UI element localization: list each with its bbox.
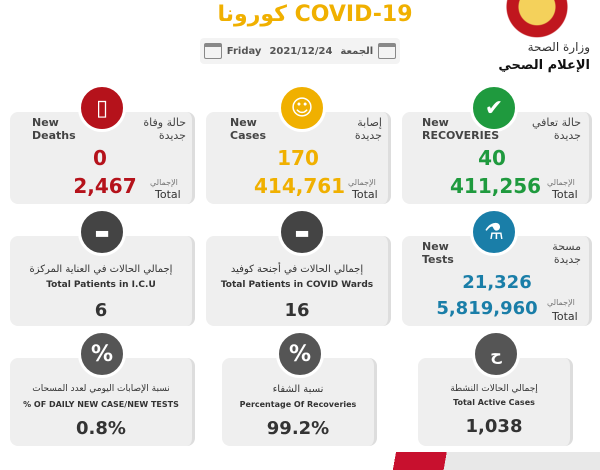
deaths-card — [10, 95, 195, 204]
deaths-ar: حالة وفاة جديدة — [143, 116, 186, 142]
icu-ar: إجمالي الحالات في العناية المركزة — [29, 264, 173, 275]
recoveries-total-ar: الإجمالي — [547, 178, 575, 187]
virus-person-icon: ☺ — [278, 84, 326, 132]
recoveries-card — [402, 95, 592, 204]
active-en: Total Active Cases — [453, 398, 535, 407]
footer-stripe — [0, 452, 600, 470]
icu-en: Total Patients in I.C.U — [46, 280, 156, 290]
tests-en: New Tests — [422, 240, 454, 266]
cases-total-ar: الإجمالي — [348, 178, 376, 187]
ministry-name — [470, 40, 590, 73]
cases-en: New Cases — [230, 116, 267, 142]
tests-ar: مسحة جديدة — [552, 240, 581, 266]
hospital-bed-icon: ▬ — [78, 208, 126, 256]
check-person-icon: ✔ — [470, 84, 518, 132]
cases-ar: إصابة جديدة — [354, 116, 382, 142]
recovery-rate-value: 99.2% — [266, 418, 330, 439]
recoveries-new: 40 — [478, 146, 506, 170]
day-ar: الجمعة — [340, 45, 374, 57]
cases-new: 170 — [277, 146, 319, 170]
deaths-total-ar: الإجمالي — [150, 178, 178, 187]
active-cases-card — [418, 344, 573, 446]
active-ar: إجمالي الحالات النشطة — [450, 384, 538, 394]
daily-rate-en: % OF DAILY NEW CASE/NEW TESTS — [23, 400, 179, 409]
percent-icon: % — [78, 330, 126, 378]
calendar-icon — [204, 43, 222, 59]
recovery-rate-en: Percentage Of Recoveries — [239, 400, 357, 409]
recoveries-total-en: Total — [552, 188, 578, 201]
tests-total: 5,819,960 — [436, 298, 538, 319]
ministry-logo — [500, 0, 574, 44]
deaths-new: 0 — [93, 146, 107, 170]
day-en: Friday — [226, 45, 262, 57]
deaths-en: New Deaths — [32, 116, 76, 142]
recovery-rate-card — [222, 341, 377, 446]
cases-total-en: Total — [352, 188, 378, 201]
date: 2021/12/24 — [269, 45, 333, 57]
recovery-rate-ar: نسبة الشفاء — [272, 384, 324, 395]
daily-rate-value: 0.8% — [76, 418, 126, 439]
percent-icon: % — [276, 330, 324, 378]
wards-card — [206, 222, 391, 326]
wards-value: 16 — [284, 300, 310, 321]
recoveries-ar: حالة تعافي جديدة — [531, 116, 581, 142]
tests-card — [402, 219, 592, 326]
cases-total: 414,761 — [254, 174, 346, 198]
tests-new: 21,326 — [462, 272, 532, 293]
active-cases-icon: ح — [472, 330, 520, 378]
recoveries-total: 411,256 — [450, 174, 542, 198]
recoveries-en: New RECOVERIES — [422, 116, 500, 142]
calendar-icon — [378, 43, 396, 59]
tests-total-ar: الإجمالي — [547, 298, 575, 307]
deaths-total-en: Total — [155, 188, 181, 201]
hospital-bed-icon: ▬ — [278, 208, 326, 256]
deaths-total: 2,467 — [73, 174, 137, 198]
test-tube-icon: ⚗ — [470, 208, 518, 256]
daily-rate-card — [10, 341, 195, 446]
cases-card — [206, 95, 391, 204]
icu-card — [10, 222, 195, 326]
date-bar — [200, 38, 400, 64]
page-title: كورونا COVID-19 — [217, 2, 413, 27]
icu-value: 6 — [94, 300, 108, 321]
active-value: 1,038 — [465, 416, 523, 437]
tests-total-en: Total — [552, 310, 578, 323]
ministry-line1: وزارة الصحة — [527, 40, 590, 54]
ministry-line2: الإعلام الصحي — [498, 58, 590, 73]
wards-en: Total Patients in COVID Wards — [220, 280, 374, 290]
tombstone-icon: ▯ — [78, 84, 126, 132]
daily-rate-ar: نسبة الإصابات اليومي لعدد المسحات — [32, 384, 170, 394]
wards-ar: إجمالي الحالات في أجنحة كوفيد — [230, 264, 364, 275]
